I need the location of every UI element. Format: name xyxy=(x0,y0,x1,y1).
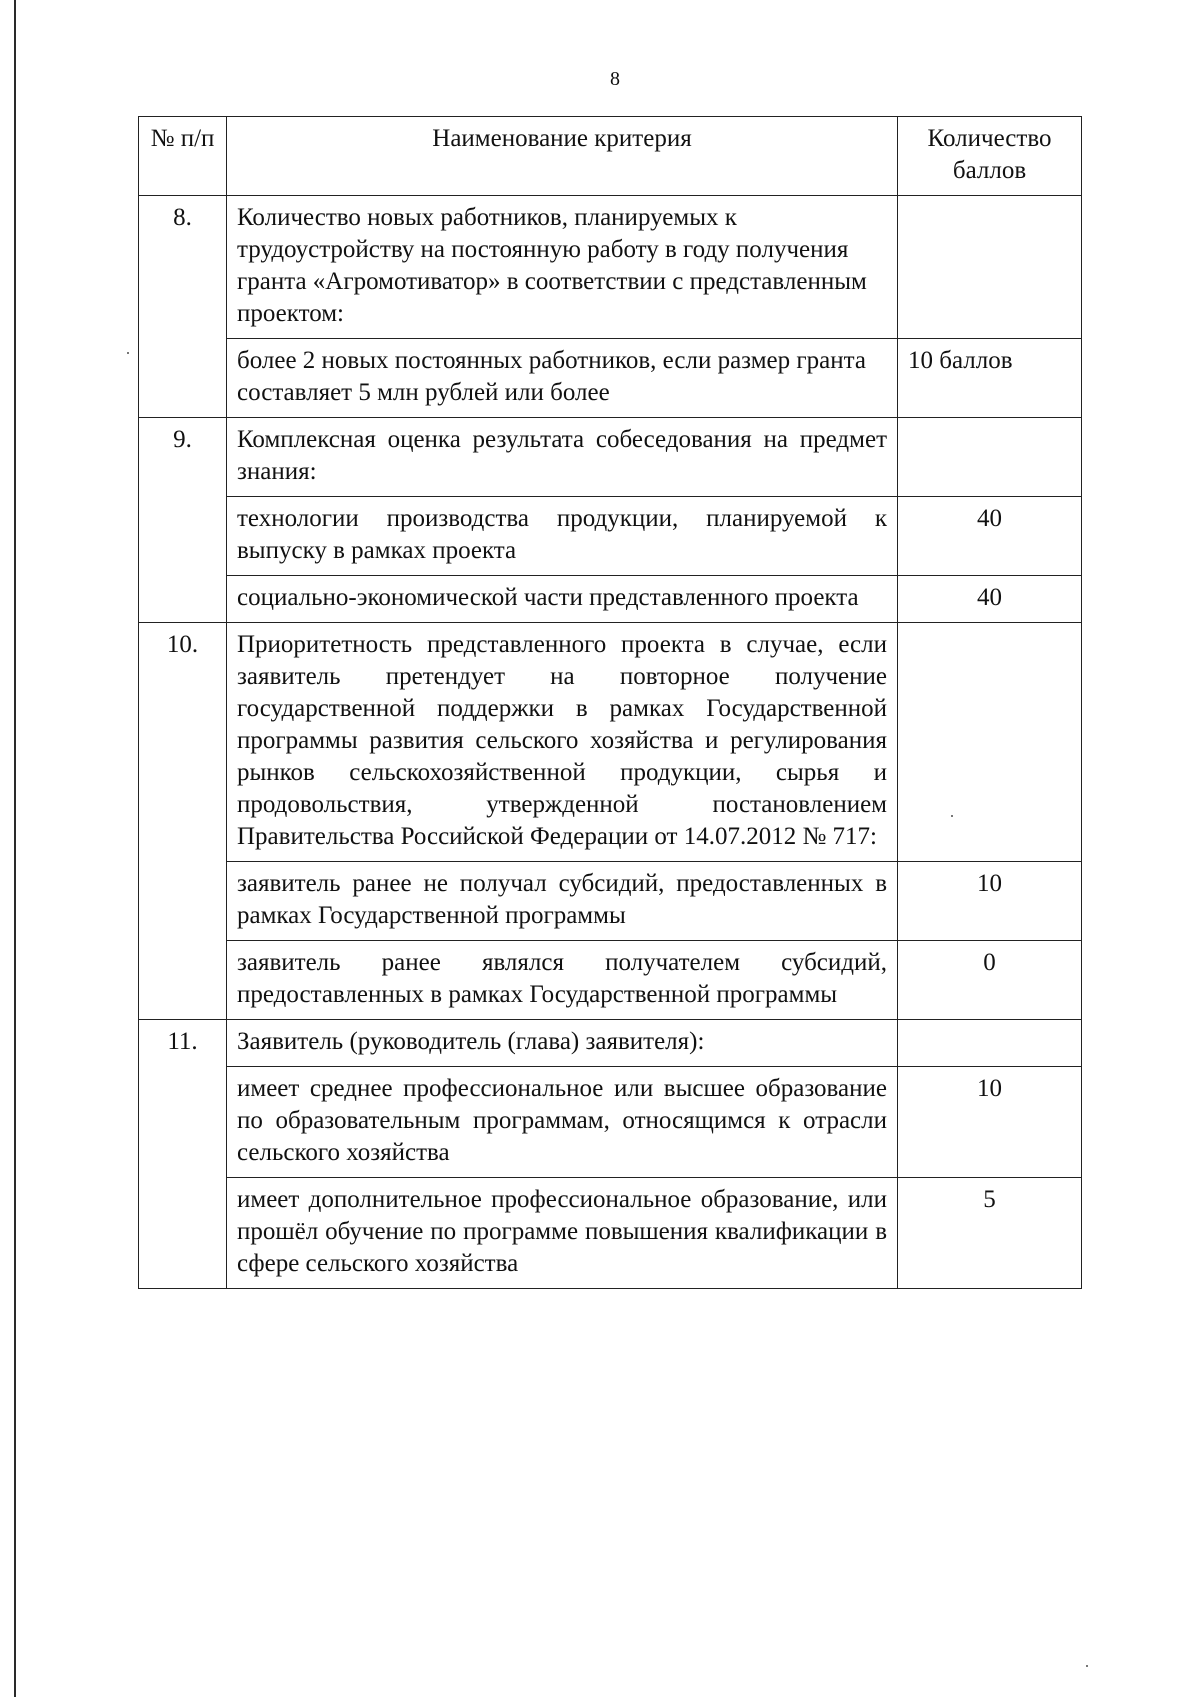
header-criterion-name: Наименование критерия xyxy=(227,117,898,196)
criteria-table xyxy=(138,116,1082,1289)
criterion-item: заявитель ранее не получал субсидий, предоставленных в рамках Государственной программы xyxy=(227,862,898,941)
score-value: 40 xyxy=(898,497,1082,576)
table-row xyxy=(139,623,1082,862)
score-value: 10 xyxy=(898,1067,1082,1178)
criterion-item: заявитель ранее являлся получателем субсидий, предоставленных в рамках Государственной программы xyxy=(227,941,898,1020)
table-row xyxy=(139,1178,1082,1289)
score-value: 10 xyxy=(898,862,1082,941)
criterion-item: технологии производства продукции, планируемой к выпуску в рамках проекта xyxy=(227,497,898,576)
criterion-item: имеет среднее профессиональное или высшее образование по образовательным программам, относящимся к отрасли сельского хозяйства xyxy=(227,1067,898,1178)
row-number: 10. xyxy=(139,623,227,1020)
score-value: 5 xyxy=(898,1178,1082,1289)
table-row xyxy=(139,1020,1082,1067)
criterion-item: более 2 новых постоянных работников, если размер гранта составляет 5 млн рублей или более xyxy=(227,339,898,418)
table-row xyxy=(139,941,1082,1020)
page-number: 8 xyxy=(610,68,620,90)
criterion-item: социально-экономической части представленного проекта xyxy=(227,576,898,623)
table-row xyxy=(139,1067,1082,1178)
criterion-item: имеет дополнительное профессиональное образование, или прошёл обучение по программе повышения квалификации в сфере сельского хозяйства xyxy=(227,1178,898,1289)
criterion-title: Приоритетность представленного проекта в случае, если заявитель претендует на повторное получение государственной поддержки в рамках Государственной программы развития сельского хозяйства и регулирования рынков сельскохозяйственной продукции, сырья и продовольствия, утвержденной постановлением Правительства Российской Федерации от 14.07.2012 № 717: xyxy=(227,623,898,862)
table-row xyxy=(139,862,1082,941)
criterion-title: Количество новых работников, планируемых к трудоустройству на постоянную работу в году получения гранта «Агромотиватор» в соответствии с представленным проектом: xyxy=(227,196,898,339)
table-row xyxy=(139,418,1082,497)
score-cell-empty xyxy=(898,196,1082,339)
score-cell-empty xyxy=(898,418,1082,497)
header-score: Количество баллов xyxy=(898,117,1082,196)
table-row xyxy=(139,339,1082,418)
table-row xyxy=(139,576,1082,623)
scan-speck xyxy=(127,352,129,354)
score-value: 40 xyxy=(898,576,1082,623)
row-number: 8. xyxy=(139,196,227,418)
header-number: № п/п xyxy=(139,117,227,196)
row-number: 11. xyxy=(139,1020,227,1289)
scan-edge-line xyxy=(14,0,16,1697)
row-number: 9. xyxy=(139,418,227,623)
table-row xyxy=(139,497,1082,576)
score-cell-empty xyxy=(898,623,1082,862)
score-value: 10 баллов xyxy=(898,339,1082,418)
criterion-title: Заявитель (руководитель (глава) заявителя): xyxy=(227,1020,898,1067)
criterion-title: Комплексная оценка результата собеседования на предмет знания: xyxy=(227,418,898,497)
scan-speck xyxy=(951,815,953,817)
table-row xyxy=(139,196,1082,339)
scan-speck xyxy=(1086,1665,1088,1667)
score-cell-empty xyxy=(898,1020,1082,1067)
score-value: 0 xyxy=(898,941,1082,1020)
table-header-row xyxy=(139,117,1082,196)
